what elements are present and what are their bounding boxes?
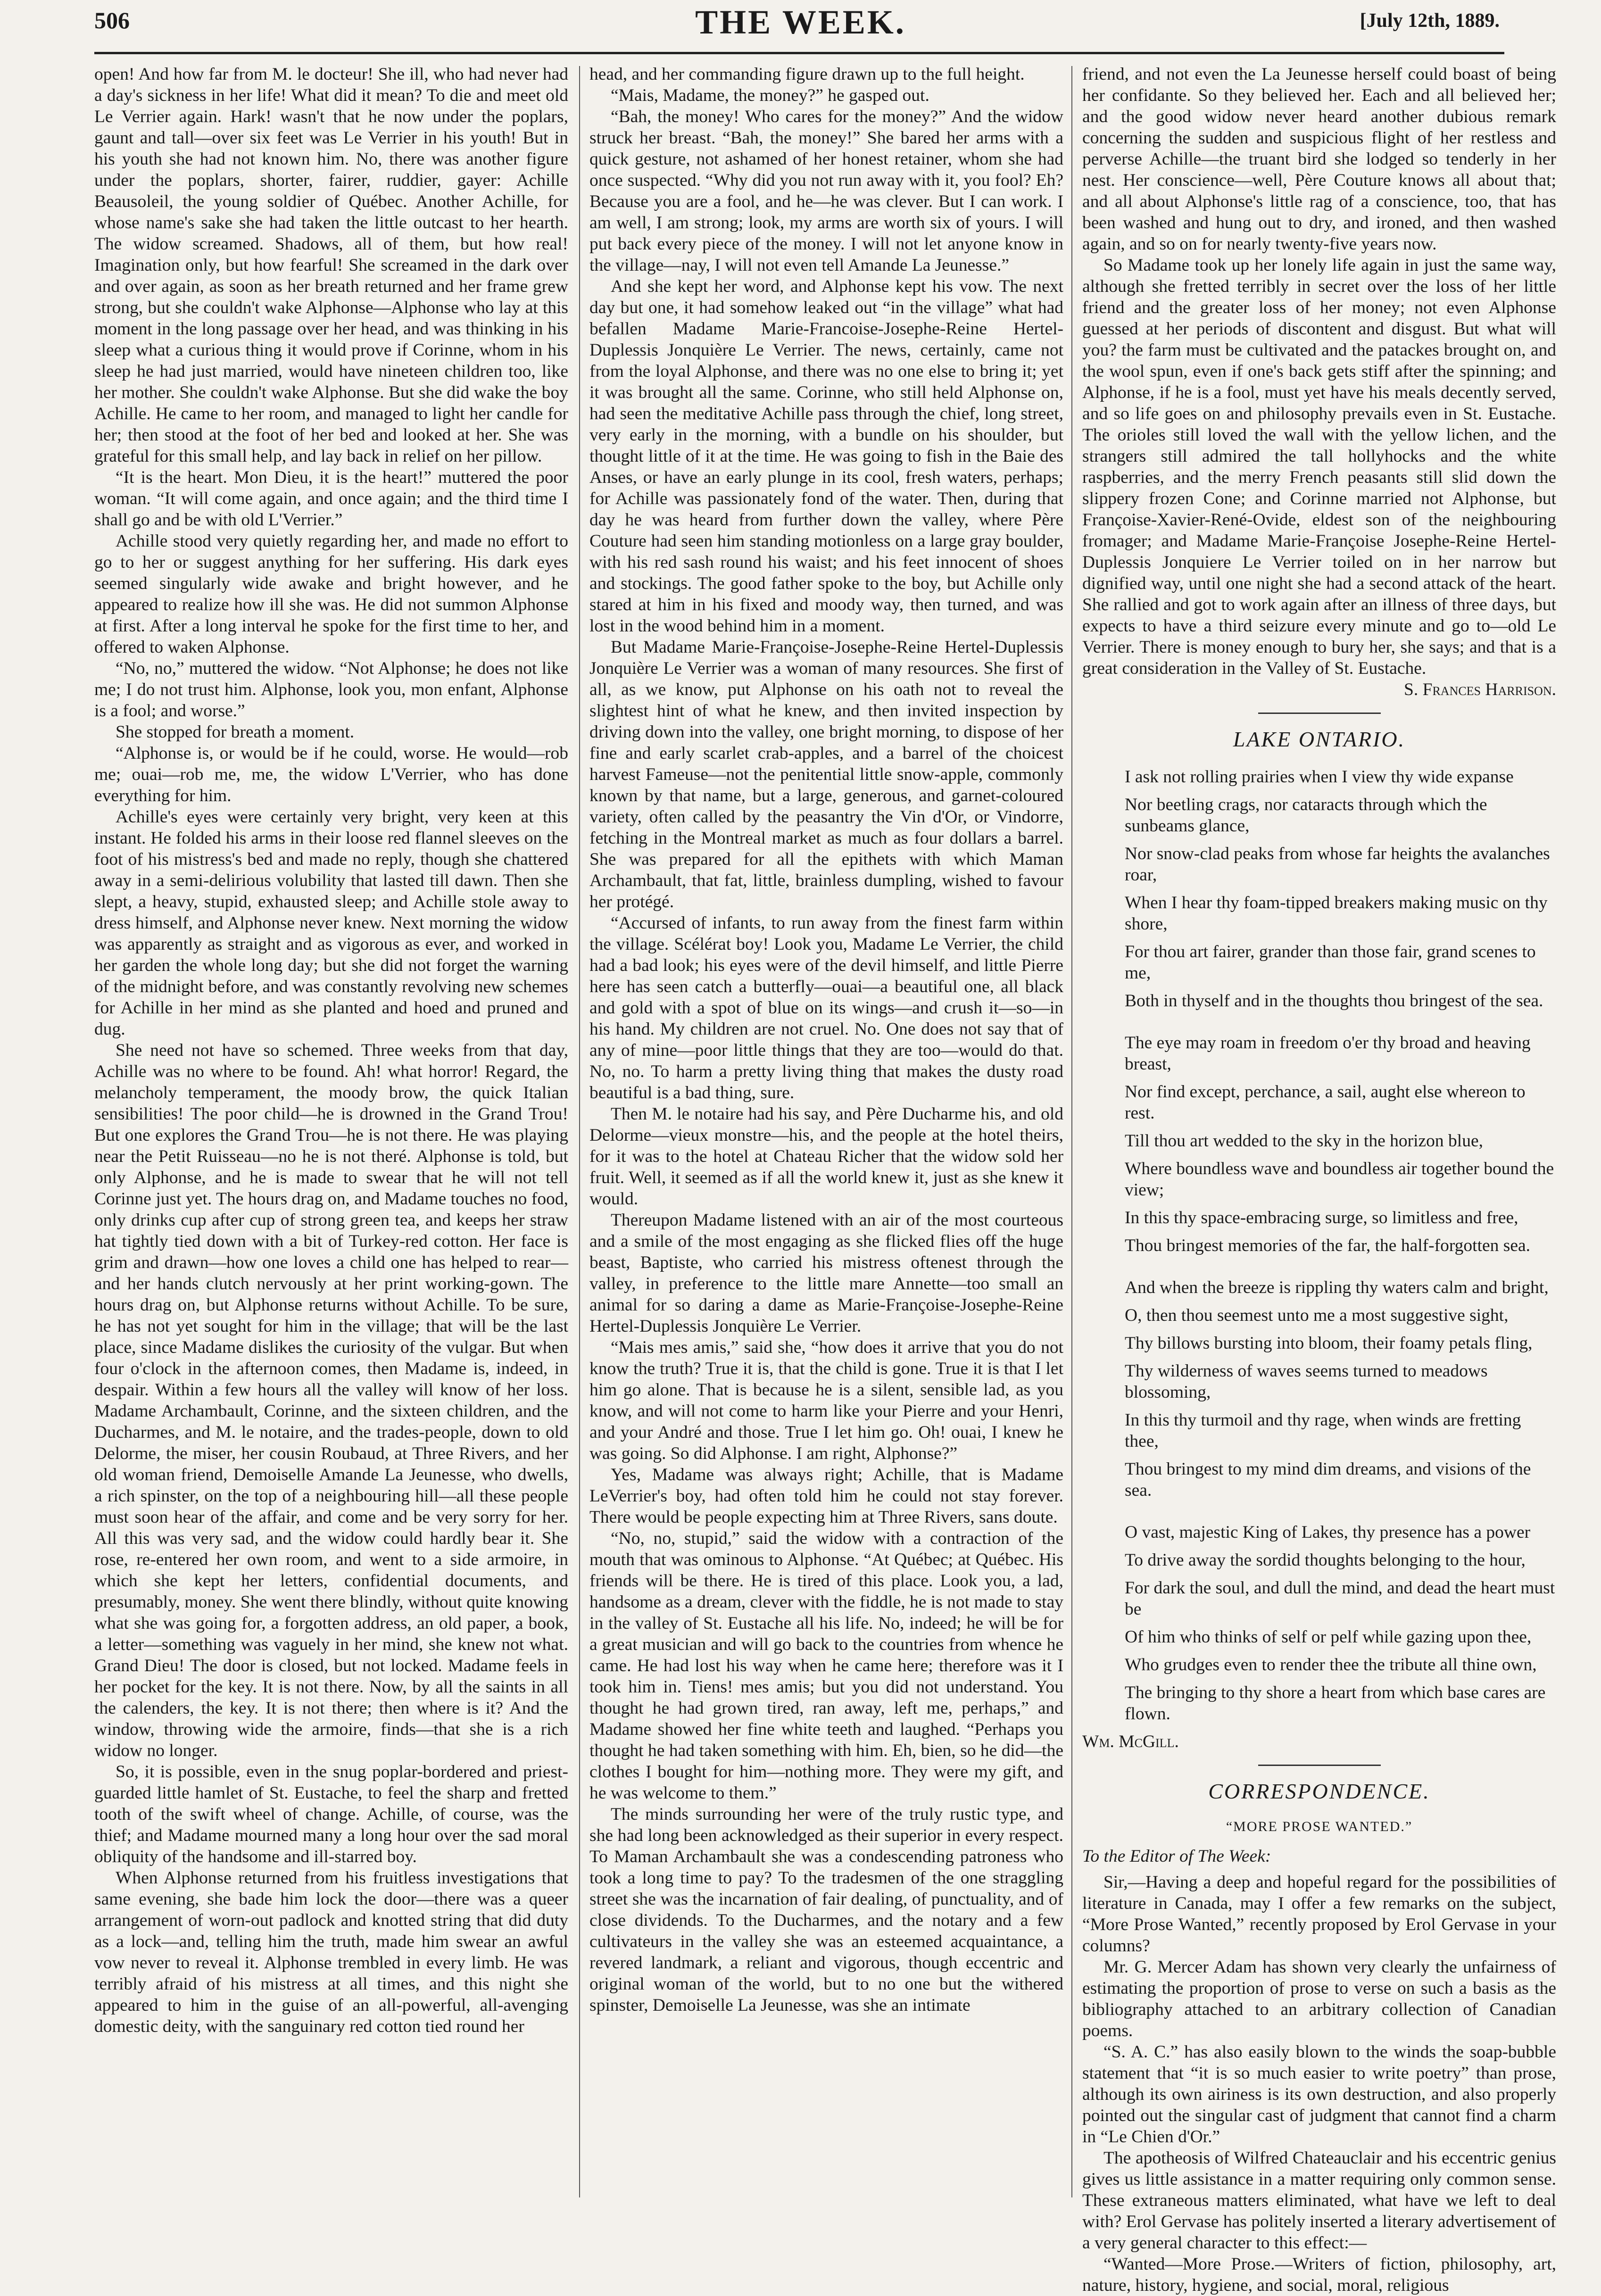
correspondence-paragraph: The apotheosis of Wilfred Chateauclair and his eccentric genius gives us little assistance in a matter requiring only common sense. These extraneous matters eliminated, what have we left to deal with? Erol Gervase has politely inserted a literary advertisement of a very general character to this effect:— xyxy=(1082,2148,1556,2253)
story-paragraph: friend, and not even the La Jeunesse herself could boast of being her confidante. So they believed her. Each and all believed her; and the good widow never heard another dubious remark concerning the sudden and suspicious flight of her restless and perverse Achille—the truant bird she lodged so tenderly in her nest. Her conscience—well, Père Couture knows all about that; and all about Alphonse's little rag of a conscience, too, that has been washed and hung out to dry, and ironed, and then washed again, and so on for nearly twenty-five years now. xyxy=(1082,65,1556,254)
story-col1 xyxy=(94,64,568,2037)
story-paragraph: Thereupon Madame listened with an air of the most courteous and a smile of the most engaging as she flicked flies off the huge beast, Baptiste, who carried his mistress oftenest through the valley, in preference to the little mare Annette—too small an animal for so daring a dame as Marie-Françoise-Josephe-Reine Hertel-Duplessis Jonquière Le Verrier. xyxy=(589,1210,1063,1336)
story-paragraph: “Bah, the money! Who cares for the money?” And the widow struck her breast. “Bah, the money!” She bared her arms with a quick gesture, not ashamed of her honest retainer, whom she had once suspected. “Why did you not run away with it, you fool? Eh? Because you are a fool, and he—he was clever. But I can work. I am well, I am strong; look, my arms are worth six of yours. I will put back every piece of the money. I will not let anyone know in the village—nay, I will not even tell Amande La Jeunesse.” xyxy=(589,107,1063,275)
story-signature: S. Frances Harrison. xyxy=(1403,680,1556,699)
poem-line: In this thy space-embracing surge, so limitless and free, xyxy=(1125,1208,1518,1228)
poem-line: The eye may roam in freedom o'er thy broad and heaving breast, xyxy=(1125,1033,1531,1074)
story-paragraph: Achille stood very quietly regarding her, and made no effort to go to her or suggest anything for her suffering. His dark eyes seemed singularly wide awake and bright however, and he appeared to realize how ill she was. He did not summon Alphonse at first. After a long interval he spoke for the first time to her, and offered to waken Alphonse. xyxy=(94,531,568,657)
correspondence-salutation: To the Editor of The Week: xyxy=(1082,1847,1271,1866)
story-paragraph: “Accursed of infants, to run away from the finest farm within the village. Scélérat boy! Look you, Madame Le Verrier, the child had a bad look; his eyes were of the devil himself, and little Pierre here has seen catch a butterfly—ouai—a beautiful one, all black and gold with a spot of blue on its wings—and crush it—so—in his hand. My children are not cruel. No. One does not say that of any of mine—poor little things that they are too—would do that. No, no. To harm a pretty living thing that makes the dusty road beautiful is a bad thing, sure. xyxy=(589,913,1063,1102)
page-header xyxy=(0,0,1601,61)
poem-line: The bringing to thy shore a heart from which base cares are flown. xyxy=(1125,1683,1546,1724)
poem-title: LAKE ONTARIO. xyxy=(1233,727,1406,751)
story-paragraph: Achille's eyes were certainly very bright, very keen at this instant. He folded his arms in their loose red flannel sleeves on the foot of his mistress's bed and made no reply, though she chattered away in a semi-delirious volubility that lasted till dawn. Then she slept, a heavy, stupid, exhausted sleep; and Achille stole away to dress himself, and Alphonse never knew. Next morning the widow was apparently as straight and as vigorous as ever, and worked in her garden the whole long day; but she did not forget the warning of the midnight before, and was constantly revolving new schemes for Achille in her mind as she planted and hoed and pruned and dug. xyxy=(94,807,568,1039)
poem-line: Thou bringest memories of the far, the half-forgotten sea. xyxy=(1125,1236,1531,1256)
poem-line: Both in thyself and in the thoughts thou bringest of the sea. xyxy=(1125,991,1543,1011)
column-2 xyxy=(589,64,1063,2214)
correspondence-section xyxy=(1082,1778,1556,2296)
story-paragraph: head, and her commanding figure drawn up to the full height. xyxy=(589,65,1025,84)
poem-line: O vast, majestic King of Lakes, thy presence has a power xyxy=(1125,1523,1531,1542)
correspondence-subtitle: “MORE PROSE WANTED.” xyxy=(1226,1819,1413,1835)
story-paragraph: So Madame took up her lonely life again in just the same way, although she fretted terribly in secret over the loss of her little friend and the greater loss of her money; not even Alphonse guessed at her periods of discontent and disgust. But what will you? the farm must be cultivated and the patackes brought on, and the wool spun, even if one's back gets stiff after the spinning; and Alphonse, if he is a fool, must yet have his meals decently served, and so life goes on and philosophy prevails even in St. Eustache. The orioles still loved the wall with the yellow lichen, and the strangers still admired the tall hollyhocks and the white raspberries, and the merry French peasants still slid down the slippery frozen Cone; and Corinne married not Alphonse, but Françoise-Xavier-René-Ovide, eldest son of the neighbouring fromager; and Madame Marie-Françoise Josephe-Reine Hertel-Duplessis Jonquiere Le Verrier toiled on in her narrow but dignified way, until one night she had a second attack of the heart. She rallied and got to work again after an illness of three days, but expects to have a third seizure every minute and go to—old Le Verrier. There is money enough to bury her, she says; and that is a great consideration in the Valley of St. Eustache. xyxy=(1082,256,1556,678)
stanza-gap xyxy=(1082,1263,1556,1277)
story-paragraph: She need not have so schemed. Three weeks from that day, Achille was no where to be found. Ah! what horror! Regard, the melancholy temperament, the moody brow, the quick Italian sensibilities! The poor child—he is drowned in the Grand Trou! But one explores the Grand Trou—he is not there. He was playing near the Petit Ruisseau—no he is not theré. Alphonse is told, but only Alphonse, and he is made to swear that he will not tell Corinne just yet. The hours drag on, and Madame touches no food, only drinks cup after cup of strong green tea, and keeps her straw hat tightly tied down with a bit of Turkey-red cotton. Her face is grim and drawn—how one loves a child one has helped to rear—and her hands clutch nervously at her print working-gown. The hours drag on, but Alphonse returns without Achille. To be sure, he has not yet sought for him in the village; that will be the last place, since Madame dislikes the curiosity of the vulgar. But when four o'clock in the afternoon comes, then Madame is, indeed, in despair. Within a few hours all the valley will know of her loss. Madame Archambault, Corinne, and the sixteen children, and the Ducharmes, and M. le notaire, and the trades-people, down to old Delorme, the miser, her cousin Roubaud, at Three Rivers, and her old woman friend, Demoiselle Amande La Jeunesse, who dwells, a rich spinster, on the top of a neighbouring hill—all these people must soon hear of the affair, and come and be very sorry for her. All this was very sad, and the widow could hardly bear it. She rose, re-entered her own room, and went to a side armoire, in which she kept her letters, confidential documents, and presumably, money. She went there blindly, without quite knowing what she was going for, a forgotten address, an old paper, a book, a letter—something was vaguely in her mind, she knew not what. Grand Dieu! The door is closed, but not locked. Madame feels in her pocket for the key. It is not there. Now, by all the saints in all the calenders, the key. It is not there; then where is it? And the window, throwing wide the armoire, finds—that she is a rich widow no longer. xyxy=(94,1041,568,1760)
story-paragraph: “It is the heart. Mon Dieu, it is the heart!” muttered the poor woman. “It will come again, and once again; and the third time I shall go and be with old L'Verrier.” xyxy=(94,468,568,530)
correspondence-paragraph: “Wanted—More Prose.—Writers of fiction, philosophy, art, nature, history, hygiene, and social, moral, religious xyxy=(1082,2255,1556,2296)
poem-line: Who grudges even to render thee the tribute all thine own, xyxy=(1125,1655,1537,1675)
story-paragraph: “Mais, Madame, the money?” he gasped out. xyxy=(611,86,929,105)
column-3 xyxy=(1082,64,1556,2296)
story-paragraph: But Madame Marie-Françoise-Josephe-Reine Hertel-Duplessis Jonquière Le Verrier was a woman of many resources. She first of all, as we know, put Alphonse on his oath not to reveal the slightest hint of what he knew, and then invited inspection by driving down into the valley, one bright morning, to dispose of her fine and early scarlet crab-apples, and a barrel of the choicest harvest Fameuse—not the penitential little snow-apple, commonly known by that name, but a large, generous, and garnet-coloured variety, often called by the peasantry the Vin d'Or, or Vindorre, fetching in the Montreal market as much as four dollars a barrel. She was prepared for all the epithets with which Maman Archambault, that fat, little, brainless dumpling, wished to favour her protégé. xyxy=(589,638,1063,912)
issue-date: [July 12th, 1889. xyxy=(1360,10,1500,32)
story-paragraph: “Alphonse is, or would be if he could, worse. He would—rob me; ouai—rob me, me, the widow L'Verrier, who has done everything for him. xyxy=(94,744,568,805)
column-1 xyxy=(94,64,568,2214)
column-divider xyxy=(579,66,580,2197)
correspondence-paragraph: Mr. G. Mercer Adam has shown very clearly the unfairness of estimating the proportion of prose to verse on such a basis as the bibliography attached to an arbitrary collection of Canadian poems. xyxy=(1082,1957,1556,2041)
masthead: THE WEEK. xyxy=(695,3,906,41)
column-divider xyxy=(1071,66,1072,2197)
poem-line: Nor snow-clad peaks from whose far heights the avalanches roar, xyxy=(1125,844,1550,885)
story-paragraph: “No, no,” muttered the widow. “Not Alphonse; he does not like me; I do not trust him. Alphonse, look you, mon enfant, Alphonse is a fool; and worse.” xyxy=(94,659,568,721)
section-rule xyxy=(1258,713,1381,714)
poem-line: In this thy turmoil and thy rage, when winds are fretting thee, xyxy=(1125,1410,1521,1451)
story-paragraph: open! And how far from M. le docteur! She ill, who had never had a day's sickness in her life! What did it mean? To die and meet old Le Verrier again. Hark! wasn't that he now under the poplars, gaunt and tall—over six feet was Le Verrier in his youth! But in his youth she had not known him. No, there was another figure under the poplars, shorter, fairer, ruddier, gayer: Achille Beausoleil, the young soldier of Québec. Another Achille, for whose name's sake she had taken the little outcast to her hearth. The widow screamed. Shadows, all of them, but how real! Imagination only, but how fearful! She screamed in the dark over and over again, as soon as her breath returned and her frame grew strong, but she couldn't wake Alphonse—Alphonse who lay at this moment in the long passage over her head, and was thinking in his sleep what a curious thing it would prove if Corinne, whom in his sleep he had just married, would have nineteen children too, like her mother. She couldn't wake Alphonse. But she did wake the boy Achille. He came to her room, and managed to light her candle for her; then stood at the foot of her bed and looked at her. She was grateful for this small help, and lay back in relief on her pillow. xyxy=(94,65,568,466)
story-paragraph: Yes, Madame was always right; Achille, that is Madame LeVerrier's boy, had often told him he could not stay forever. There would be people expecting him at Three Rivers, sans doute. xyxy=(589,1465,1063,1527)
poem-line: Till thou art wedded to the sky in the horizon blue, xyxy=(1125,1131,1483,1151)
poem-line: To drive away the sordid thoughts belonging to the hour, xyxy=(1125,1550,1526,1570)
poem-line: Of him who thinks of self or pelf while gazing upon thee, xyxy=(1125,1627,1532,1647)
poem-line: Thy wilderness of waves seems turned to meadows blossoming, xyxy=(1125,1361,1488,1402)
correspondence-paragraph: Sir,—Having a deep and hopeful regard for the possibilities of literature in Canada, may I offer a few remarks on the subject, “More Prose Wanted,” recently proposed by Erol Gervase in your columns? xyxy=(1082,1873,1556,1956)
poem-line: Where boundless wave and boundless air together bound the view; xyxy=(1125,1159,1554,1200)
story-paragraph: “Mais mes amis,” said she, “how does it arrive that you do not know the truth? True it is, that the child is gone. True it is that I let him go alone. That is because he is a silent, sensible lad, as you know, and will not come to harm like your Pierre and your Henri, and your André and those. True I let him go. Oh! ouai, I knew he was going. So did Alphonse. I am right, Alphonse?” xyxy=(589,1338,1063,1463)
correspondence-paragraph: “S. A. C.” has also easily blown to the winds the soap-bubble statement that “it is so much easier to write poetry” than prose, although its own airiness is its own destruction, and also properly pointed out the singular cast of judgment that cannot find a charm in “Le Chien d'Or.” xyxy=(1082,2042,1556,2147)
header-rule xyxy=(94,52,1504,54)
poem-line: And when the breeze is rippling thy waters calm and bright, xyxy=(1125,1278,1549,1298)
story-paragraph: She stopped for breath a moment. xyxy=(116,722,355,742)
story-paragraph: “No, no, stupid,” said the widow with a contraction of the mouth that was ominous to Alphonse. “At Québec; at Québec. His friends will be there. He is tired of this place. Look you, a lad, handsome as a dream, clever with the fiddle, he is not made to stay in the valley of St. Eustache all his life. No, indeed; he will be for a great musician and will go back to the countries from whence he came. He had lost his way when he came here; therefore was it I took him in. Tiens! mes amis; but you did not understand. You thought he had grown tired, ran away, left me, perhaps,” and Madame showed her fine white teeth and laughed. “Perhaps you thought he had taken something with him. Eh, bien, so he did—the clothes I bought for him—nothing more. They were my gift, and he was welcome to them.” xyxy=(589,1529,1063,1803)
poem-line: Thou bringest to my mind dim dreams, and visions of the sea. xyxy=(1125,1459,1531,1500)
page-number: 506 xyxy=(94,7,130,33)
story-paragraph: So, it is possible, even in the snug poplar-bordered and priest-guarded little hamlet of St. Eustache, to feel the sharp and fretted tooth of the swift wheel of change. Achille, of course, was the thief; and Madame mourned many a long hour over the sad moral obliquity of the handsome and ill-starred boy. xyxy=(94,1762,568,1866)
story-paragraph: When Alphonse returned from his fruitless investigations that same evening, she bade him lock the door—there was a queer arrangement of worn-out padlock and knotted string that did duty as a lock—and, telling him the truth, made him swear an awful vow never to reveal it. Alphonse trembled in every limb. He was terribly afraid of his mistress at all times, and this night she appeared to him in the guise of an all-powerful, all-avenging domestic deity, with the sanguinary red cotton tied round her xyxy=(94,1868,568,2036)
section-rule xyxy=(1258,1765,1381,1766)
poem-line: Nor find except, perchance, a sail, aught else whereon to rest. xyxy=(1125,1082,1526,1123)
story-paragraph: The minds surrounding her were of the truly rustic type, and she had long been acknowledged as their superior in every respect. To Maman Archambault she was a condescending patroness who took a long time to pay? To the tradesmen of the one straggling street she was the incarnation of fair dealing, of punctuality, and of close dividends. To the Ducharmes, and the notary and a few cultivateurs in the valley she was an esteemed acquaintance, a revered landmark, a reliant and vigorous, though eccentric and original woman of the world, but to no one but the withered spinster, Demoiselle La Jeunesse, was she an intimate xyxy=(589,1805,1063,2015)
story-col3 xyxy=(1082,64,1556,700)
poem-line: Thy billows bursting into bloom, their foamy petals fling, xyxy=(1125,1334,1533,1353)
stanza-gap xyxy=(1082,1018,1556,1032)
story-paragraph: And she kept her word, and Alphonse kept his vow. The next day but one, it had somehow leaked out “in the village” what had befallen Madame Marie-Francoise-Josephe-Reine Hertel-Duplessis Jonquière Le Verrier. The news, certainly, came not from the loyal Alphonse, and there was no one else to bring it; yet it was brought all the same. Corinne, who still held Alphonse on, had seen the meditative Achille pass through the chief, long street, very early in the morning, with a bundle on his shoulder, but thought little of it at the time. He was going to fish in the Baie des Anses, or have an early plunge in its cool, fresh waters, perhaps; for Achille was passionately fond of the water. Then, during that day he was heard from further down the valley, where Père Couture had seen him standing motionless on a large gray boulder, with his red sash round his waist; and his feet innocent of shoes and stockings. The good father spoke to the boy, but Achille only stared at him in his fixed and moody way, then turned, and was lost in the wood behind him in a moment. xyxy=(589,277,1063,636)
poem-line: For thou art fairer, grander than those fair, grand scenes to me, xyxy=(1125,942,1536,983)
stanza-gap xyxy=(1082,1508,1556,1522)
poem-line: For dark the soul, and dull the mind, and dead the heart must be xyxy=(1125,1578,1555,1619)
story-col2 xyxy=(589,64,1063,2016)
poem-line: I ask not rolling prairies when I view thy wide expanse xyxy=(1125,767,1514,787)
poem-signature: Wm. McGill. xyxy=(1082,1732,1179,1752)
poem-section xyxy=(1082,726,1556,1752)
poem-line: Nor beetling crags, nor cataracts through which the sunbeams glance, xyxy=(1125,795,1487,836)
story-paragraph: Then M. le notaire had his say, and Père Ducharme his, and old Delorme—vieux monstre—his, and the people at the hotel theirs, for it was to the hotel at Chateau Richer that the widow sold her fruit. Well, it seemed as if all the world knew it, just as she knew it would. xyxy=(589,1104,1063,1209)
poem-line: O, then thou seemest unto me a most suggestive sight, xyxy=(1125,1306,1509,1326)
poem-line: When I hear thy foam-tipped breakers making music on thy shore, xyxy=(1125,893,1548,934)
correspondence-title: CORRESPONDENCE. xyxy=(1208,1779,1430,1804)
